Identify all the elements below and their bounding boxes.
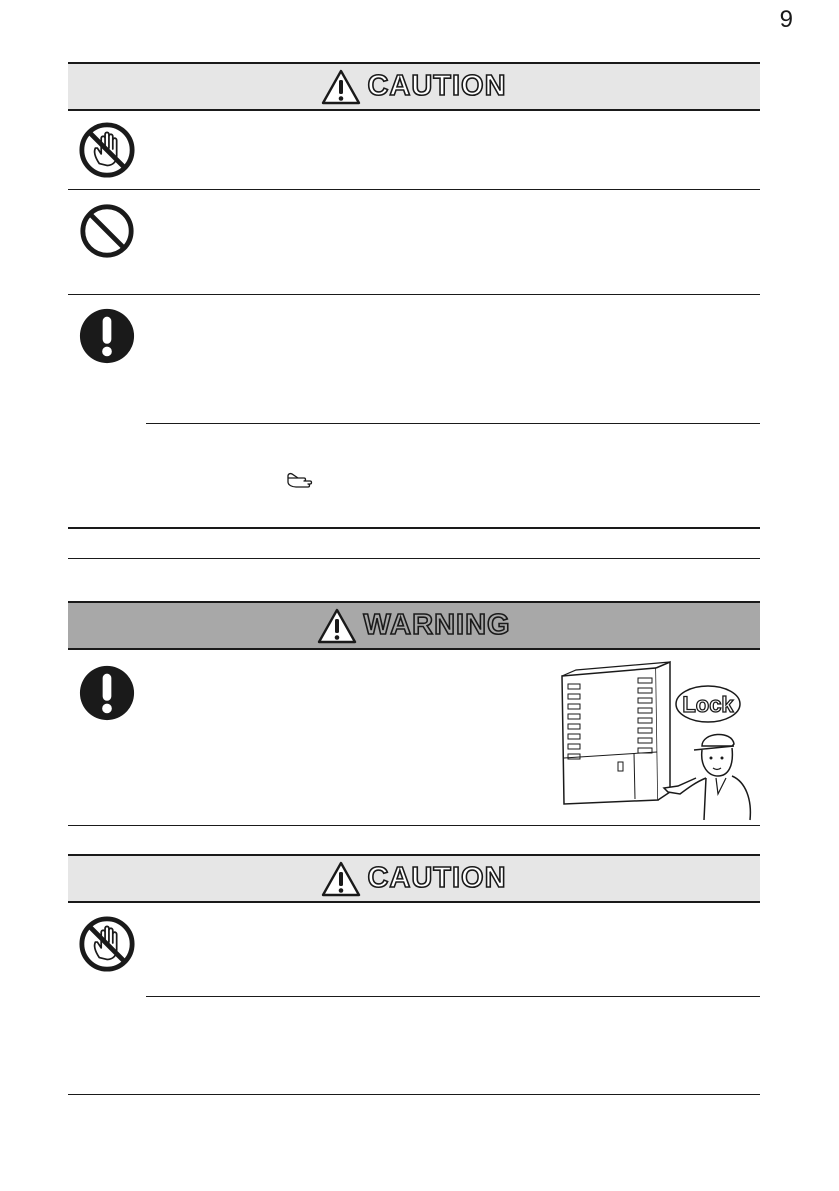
caution-section-2	[68, 854, 760, 1098]
pointing-hand-icon	[286, 472, 314, 490]
caution-closing-row	[68, 529, 760, 559]
caution-row-prohibition	[68, 190, 760, 295]
no-touch-icon	[78, 915, 136, 973]
caution-banner	[68, 62, 760, 111]
lock-bubble-text: Lock	[682, 692, 734, 717]
warning-row-mandatory	[68, 648, 760, 826]
page-number: 9	[779, 6, 793, 33]
warning-triangle-icon	[321, 69, 361, 105]
caution-section-1	[68, 62, 760, 559]
caution-label: CAUTION	[367, 70, 507, 102]
lock-illustration	[556, 654, 756, 824]
warning-label: WARNING	[363, 609, 511, 641]
warning-triangle-icon	[317, 608, 357, 644]
caution-sub-divider	[146, 996, 760, 997]
caution-row-no-touch	[68, 901, 760, 1095]
no-touch-icon	[78, 121, 136, 179]
mandatory-action-icon	[78, 664, 136, 722]
prohibition-icon	[78, 202, 136, 260]
caution-banner	[68, 854, 760, 903]
caution-row-mandatory	[68, 295, 760, 529]
caution-row-no-touch	[68, 109, 760, 190]
warning-banner	[68, 601, 760, 650]
mandatory-action-icon	[78, 307, 136, 365]
warning-section	[68, 601, 760, 827]
caution-label: CAUTION	[367, 862, 507, 894]
warning-triangle-icon	[321, 861, 361, 897]
caution-sub-divider	[146, 423, 760, 424]
